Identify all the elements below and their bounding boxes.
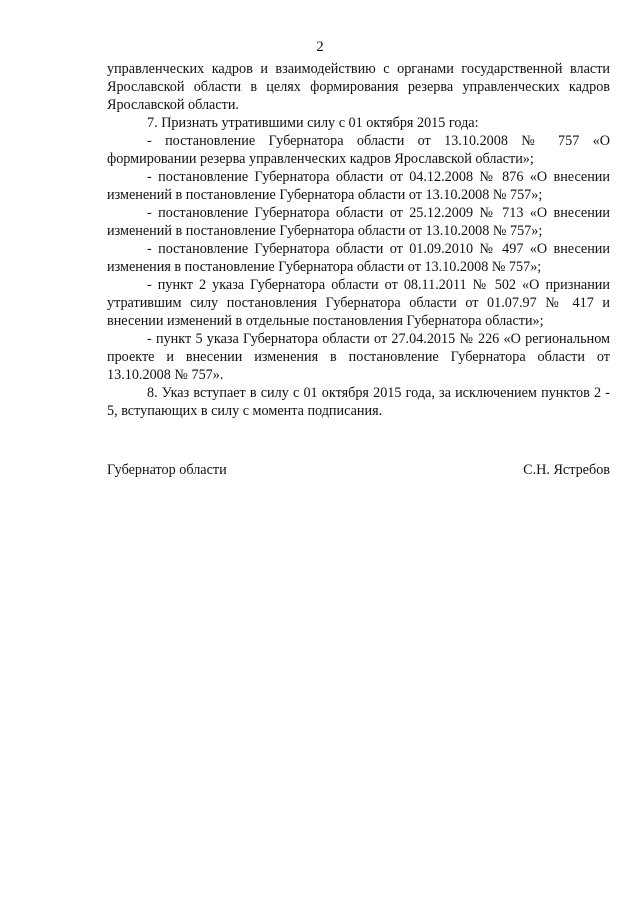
paragraph-repealed-757: - постановление Губернатора области от 13.10.2008 № 757 «О формировании резерва управленческих кадров Ярославской области»; [107,133,610,167]
signature-block [107,461,610,479]
signatory-position: Губернатор области [107,462,227,478]
paragraph-repealed-502: - пункт 2 указа Губернатора области от 08.11.2011 № 502 «О признании утратившим силу постановления Губернатора области от 01.07.97 № 417 и внесении изменений в отдельные постановления Губернатора области»; [107,277,610,329]
paragraph-repealed-497: - постановление Губернатора области от 01.09.2010 № 497 «О внесении изменения в постановление Губернатора области от 13.10.2008 № 757»; [107,241,610,275]
paragraph-repealed-713: - постановление Губернатора области от 25.12.2009 № 713 «О внесении изменений в постановление Губернатора области от 13.10.2008 № 757»; [107,205,610,239]
document-body [107,60,610,420]
signatory-name: С.Н. Ястребов [523,462,610,478]
paragraph-item-7: 7. Признать утратившими силу с 01 октября 2015 года: [147,115,479,131]
paragraph-repealed-876: - постановление Губернатора области от 04.12.2008 № 876 «О внесении изменений в постановление Губернатора области от 13.10.2008 № 757»; [107,169,610,203]
paragraph-repealed-226: - пункт 5 указа Губернатора области от 27.04.2015 № 226 «О региональном проекте и внесении изменения в постановление Губернатора области от 13.10.2008 № 757». [107,331,610,383]
paragraph-item-8: 8. Указ вступает в силу с 01 октября 2015 года, за исключением пунктов 2 - 5, вступающих в силу с момента подписания. [107,385,610,419]
paragraph-continuation: управленческих кадров и взаимодействию с органами государственной власти Ярославской области в целях формирования резерва управленческих кадров Ярославской области. [107,61,610,113]
page-number: 2 [316,39,324,55]
